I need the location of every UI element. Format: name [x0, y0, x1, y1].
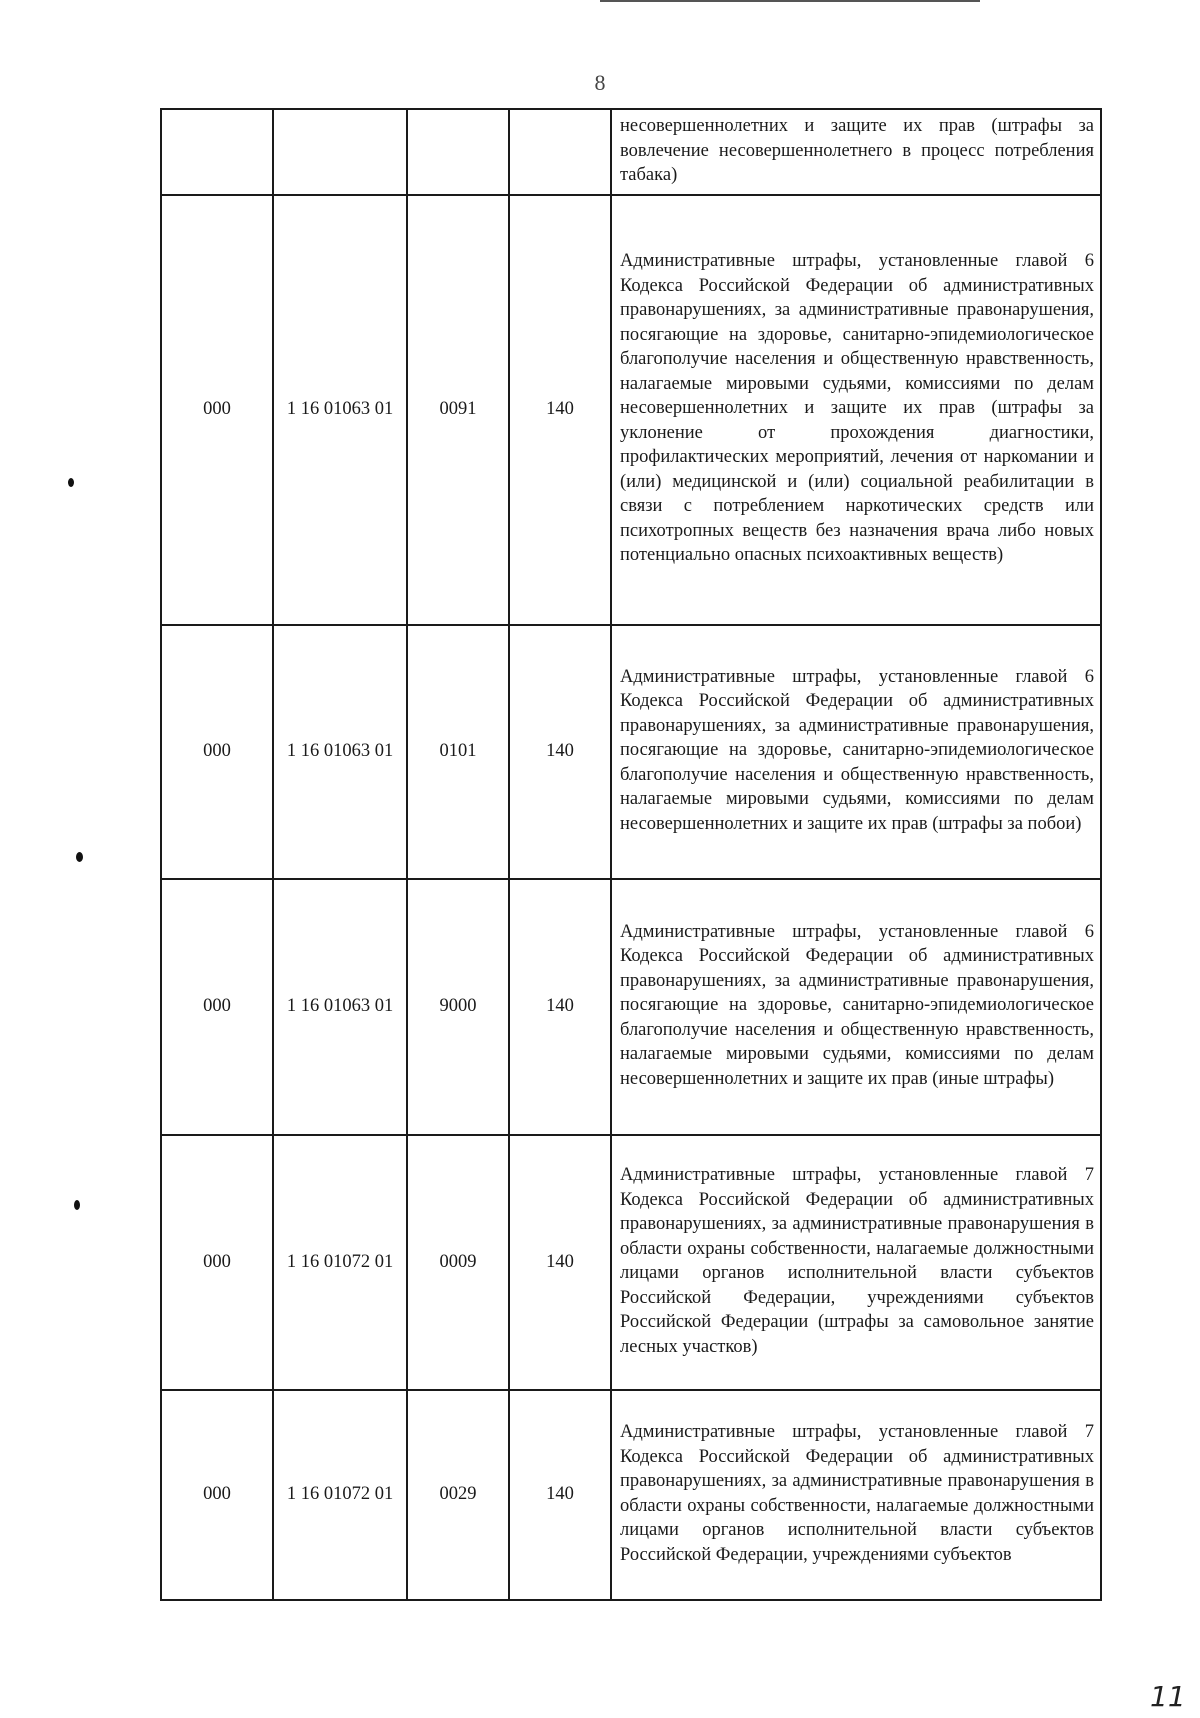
- admin-code-cell: 000: [161, 1390, 273, 1600]
- kbk-code-cell: 1 16 01063 01: [273, 625, 407, 879]
- description-cell: Административные штрафы, установленные главой 6 Кодекса Российской Федерации об административных правонарушениях, за административные правонарушения, посягающие на здоровье, санитарно-эпидемиологическое благополучие населения и общественную нравственность, налагаемые мировыми судьями, комиссиями по делам несовершеннолетних и защите их прав (штрафы за побои): [611, 625, 1101, 879]
- subtype-code-cell: [407, 109, 509, 195]
- subtype-code-cell: 0101: [407, 625, 509, 879]
- table-row: [161, 879, 1101, 1135]
- table-row: [161, 1390, 1101, 1600]
- kbk-code-cell: 1 16 01063 01: [273, 195, 407, 625]
- table-row: [161, 625, 1101, 879]
- kbk-code-cell: 1 16 01072 01: [273, 1135, 407, 1390]
- subtype-code-cell: 0091: [407, 195, 509, 625]
- classification-code-cell: 140: [509, 879, 611, 1135]
- admin-code-cell: 000: [161, 625, 273, 879]
- top-edge-rule: [600, 0, 980, 2]
- table-row: [161, 109, 1101, 195]
- classification-code-cell: 140: [509, 195, 611, 625]
- classification-code-cell: 140: [509, 625, 611, 879]
- description-cell: Административные штрафы, установленные главой 6 Кодекса Российской Федерации об административных правонарушениях, за административные правонарушения, посягающие на здоровье, санитарно-эпидемиологическое благополучие населения и общественную нравственность, налагаемые мировыми судьями, комиссиями по делам несовершеннолетних и защите их прав (иные штрафы): [611, 879, 1101, 1135]
- kbk-code-cell: 1 16 01072 01: [273, 1390, 407, 1600]
- classification-code-cell: 140: [509, 1135, 611, 1390]
- admin-code-cell: [161, 109, 273, 195]
- kbk-code-cell: [273, 109, 407, 195]
- description-cell: несовершеннолетних и защите их прав (штрафы за вовлечение несовершеннолетнего в процесс потребления табака): [611, 109, 1101, 195]
- kbk-code-cell: 1 16 01063 01: [273, 879, 407, 1135]
- handwritten-page-mark: 11: [1150, 1680, 1186, 1713]
- budget-classification-table: [160, 108, 1102, 1601]
- page-number: 8: [594, 70, 606, 95]
- subtype-code-cell: 0029: [407, 1390, 509, 1600]
- classification-code-cell: [509, 109, 611, 195]
- scan-speck: [68, 478, 74, 487]
- scan-speck: [76, 852, 83, 862]
- description-cell: Административные штрафы, установленные главой 6 Кодекса Российской Федерации об административных правонарушениях, за административные правонарушения, посягающие на здоровье, санитарно-эпидемиологическое благополучие населения и общественную нравственность, налагаемые мировыми судьями, комиссиями по делам несовершеннолетних и защите их прав (штрафы за уклонение от прохождения диагностики, профилактических мероприятий, лечения от наркомании и (или) медицинской и (или) социальной реабилитации в связи с потреблением наркотических средств или психотропных веществ без назначения врача либо новых потенциально опасных психоактивных веществ): [611, 195, 1101, 625]
- subtype-code-cell: 9000: [407, 879, 509, 1135]
- description-cell: Административные штрафы, установленные главой 7 Кодекса Российской Федерации об административных правонарушениях, за административные правонарушения в области охраны собственности, налагаемые должностными лицами органов исполнительной власти субъектов Российской Федерации, учреждениями субъектов Российской Федерации (штрафы за самовольное занятие лесных участков): [611, 1135, 1101, 1390]
- subtype-code-cell: 0009: [407, 1135, 509, 1390]
- admin-code-cell: 000: [161, 1135, 273, 1390]
- table-row: [161, 1135, 1101, 1390]
- admin-code-cell: 000: [161, 195, 273, 625]
- table-row: [161, 195, 1101, 625]
- scan-speck: [74, 1200, 80, 1210]
- admin-code-cell: 000: [161, 879, 273, 1135]
- description-cell: Административные штрафы, установленные главой 7 Кодекса Российской Федерации об административных правонарушениях, за административные правонарушения в области охраны собственности, налагаемые должностными лицами органов исполнительной власти субъектов Российской Федерации, учреждениями субъектов: [611, 1390, 1101, 1600]
- classification-code-cell: 140: [509, 1390, 611, 1600]
